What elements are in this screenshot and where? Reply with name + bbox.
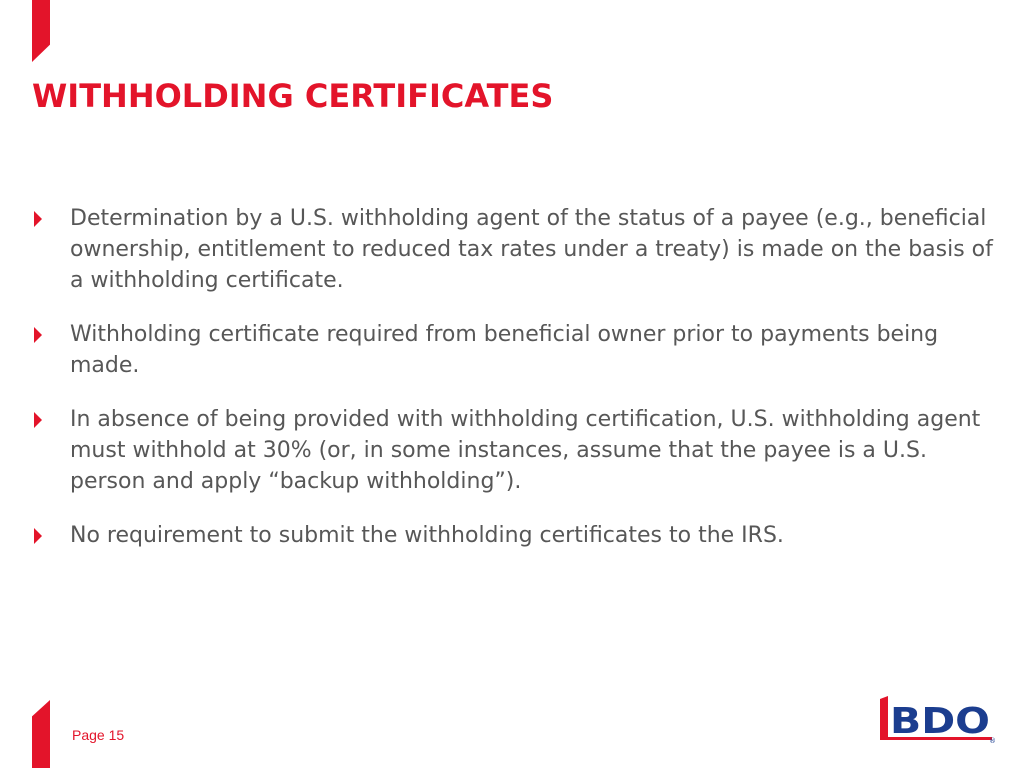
- bullet-text: Determination by a U.S. withholding agent of the status of a payee (e.g., beneficial ownership, entitlement to reduced tax rates under a treaty) is made on the basis of a withholding certificate.: [70, 206, 993, 293]
- registered-mark: ®: [989, 737, 996, 744]
- triangle-bullet-icon: [34, 211, 42, 227]
- bullet-item: [34, 203, 999, 296]
- page-number: Page 15: [72, 727, 125, 743]
- bottom-accent-bar: [32, 700, 50, 768]
- top-accent-bar: [32, 0, 50, 62]
- triangle-bullet-icon: [34, 528, 42, 544]
- bullet-text: In absence of being provided with withholding certification, U.S. withholding agent must withhold at 30% (or, in some instances, assume that the payee is a U.S. person and apply “backup withholding”).: [70, 407, 981, 494]
- bullet-text: Withholding certificate required from beneficial owner prior to payments being made.: [70, 322, 939, 378]
- bullet-item: [34, 520, 999, 551]
- slide-title: WITHHOLDING CERTIFICATES: [32, 77, 554, 115]
- bullet-item: [34, 319, 999, 381]
- bullet-list: [34, 203, 999, 551]
- triangle-bullet-icon: [34, 327, 42, 343]
- logo-red-bar: [880, 696, 888, 740]
- triangle-bullet-icon: [34, 412, 42, 428]
- logo-wordmark: BDO: [890, 701, 990, 742]
- bullet-item: [34, 404, 999, 497]
- bullet-text: No requirement to submit the withholding certificates to the IRS.: [70, 523, 784, 548]
- bdo-logo: [880, 696, 998, 744]
